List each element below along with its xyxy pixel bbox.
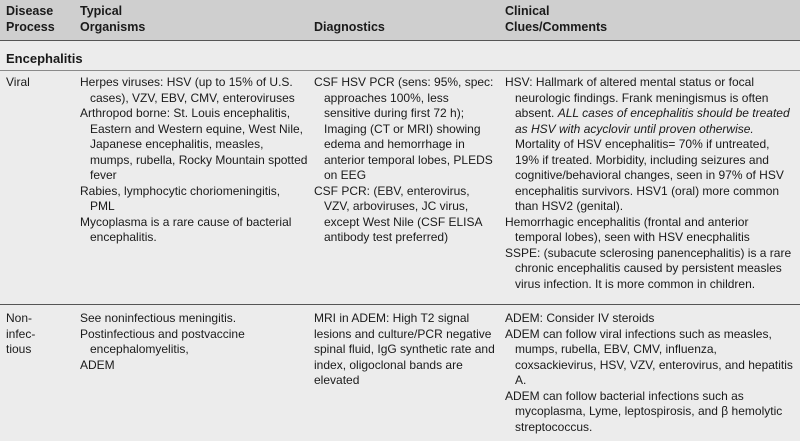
header-clinical-comments [505,3,607,35]
list-item: ADEM: Consider IV steroids [505,311,655,325]
noninfectious-process [6,311,35,358]
list-item: CSF PCR: (EBV, enterovirus, VZV, arboviruses, JC virus, except West Nile (CSF ELISA antibody test preferred) [314,183,482,244]
list-item: Rabies, lymphocytic choriomeningitis, PML [80,183,281,213]
list-item: Herpes viruses: HSV (up to 15% of U.S. cases), VZV, EBV, CMV, enteroviruses [80,75,295,105]
list-item: Postinfectious and postvaccine encephalomyelitis, [80,326,245,356]
viral-comments [505,75,795,292]
table-header [0,0,800,40]
divider [0,70,800,71]
list-item: Mycoplasma is a rare cause of bacterial encephalitis. [80,214,292,244]
section-encephalitis [0,40,800,305]
list-item: See noninfectious meningitis. [80,311,237,325]
header-disease-process [6,3,55,35]
list-item: ADEM can follow viral infections such as measles, mumps, rubella, EBV, CMV, influenza, coxsackievirus, HSV, VZV, enterovirus, and hepatitis A. [505,326,793,387]
header-text: Disease [6,4,54,18]
header-text: Clues/Comments [505,20,608,34]
section-title: Encephalitis [6,51,83,66]
header-diagnostics: Diagnostics [314,20,385,34]
comment-text: HSV: Hallmark of altered mental status or focal neurologic findings. Frank meningismus is often absent. [505,75,769,120]
header-text: Process [6,20,55,34]
header-text: Typical [80,4,123,18]
header-typical-organisms [80,3,145,35]
viral-diagnostics [314,75,498,246]
comment-text: Mortality of HSV encephalitis= 70% if untreated, 19% if treated. Morbidity, including seizures and cognitive/behavioral changes, seen in 97% of HSV encephalitis survivors. HSV1 (oral) more common than HSV2 (genital). [515,137,784,213]
noninfectious-comments [505,311,795,435]
list-item: Hemorrhagic encephalitis (frontal and anterior temporal lobes), seen with HSV enecphalitis [505,214,750,244]
viral-organisms [80,75,308,246]
noninfectious-organisms [80,311,308,373]
noninfectious-diagnostics: MRI in ADEM: High T2 signal lesions and culture/PCR negative spinal fluid, IgG synthetic rate and index, oligoclonal bands are elevated [314,311,495,387]
header-text: Clinical [505,4,550,18]
process-text: tious [6,342,32,356]
list-item: Arthropod borne: St. Louis encephalitis, Eastern and Western equine, West Nile, Japanese encephalitis, measles, mumps, rubella, Rocky Mountain spotted fever [80,106,308,182]
process-text: infec- [6,326,36,341]
comment-italic: ALL cases of encephalitis should be treated as HSV with acyclovir until proven otherwise. [515,106,790,136]
viral-process: Viral [6,75,30,89]
list-item: ADEM [80,357,115,372]
section-noninfectious [0,304,800,441]
process-text: Non- [6,311,33,325]
header-text: Organisms [80,20,146,34]
list-item: SSPE: (subacute sclerosing panencephalitis) is a rare chronic encephalitis caused by persistent measles virus infection. It is more common in children. [505,245,792,291]
list-item: CSF HSV PCR (sens: 95%, spec: approaches 100%, less sensitive during first 72 h); Imaging (CT or MRI) showing edema and hemorrhage in anterior temporal lobes, PLEDS on EEG [314,75,494,182]
list-item: ADEM can follow bacterial infections such as mycoplasma, Lyme, leptospirosis, and β hemolytic streptococcus. [505,388,783,434]
list-item [505,75,795,215]
